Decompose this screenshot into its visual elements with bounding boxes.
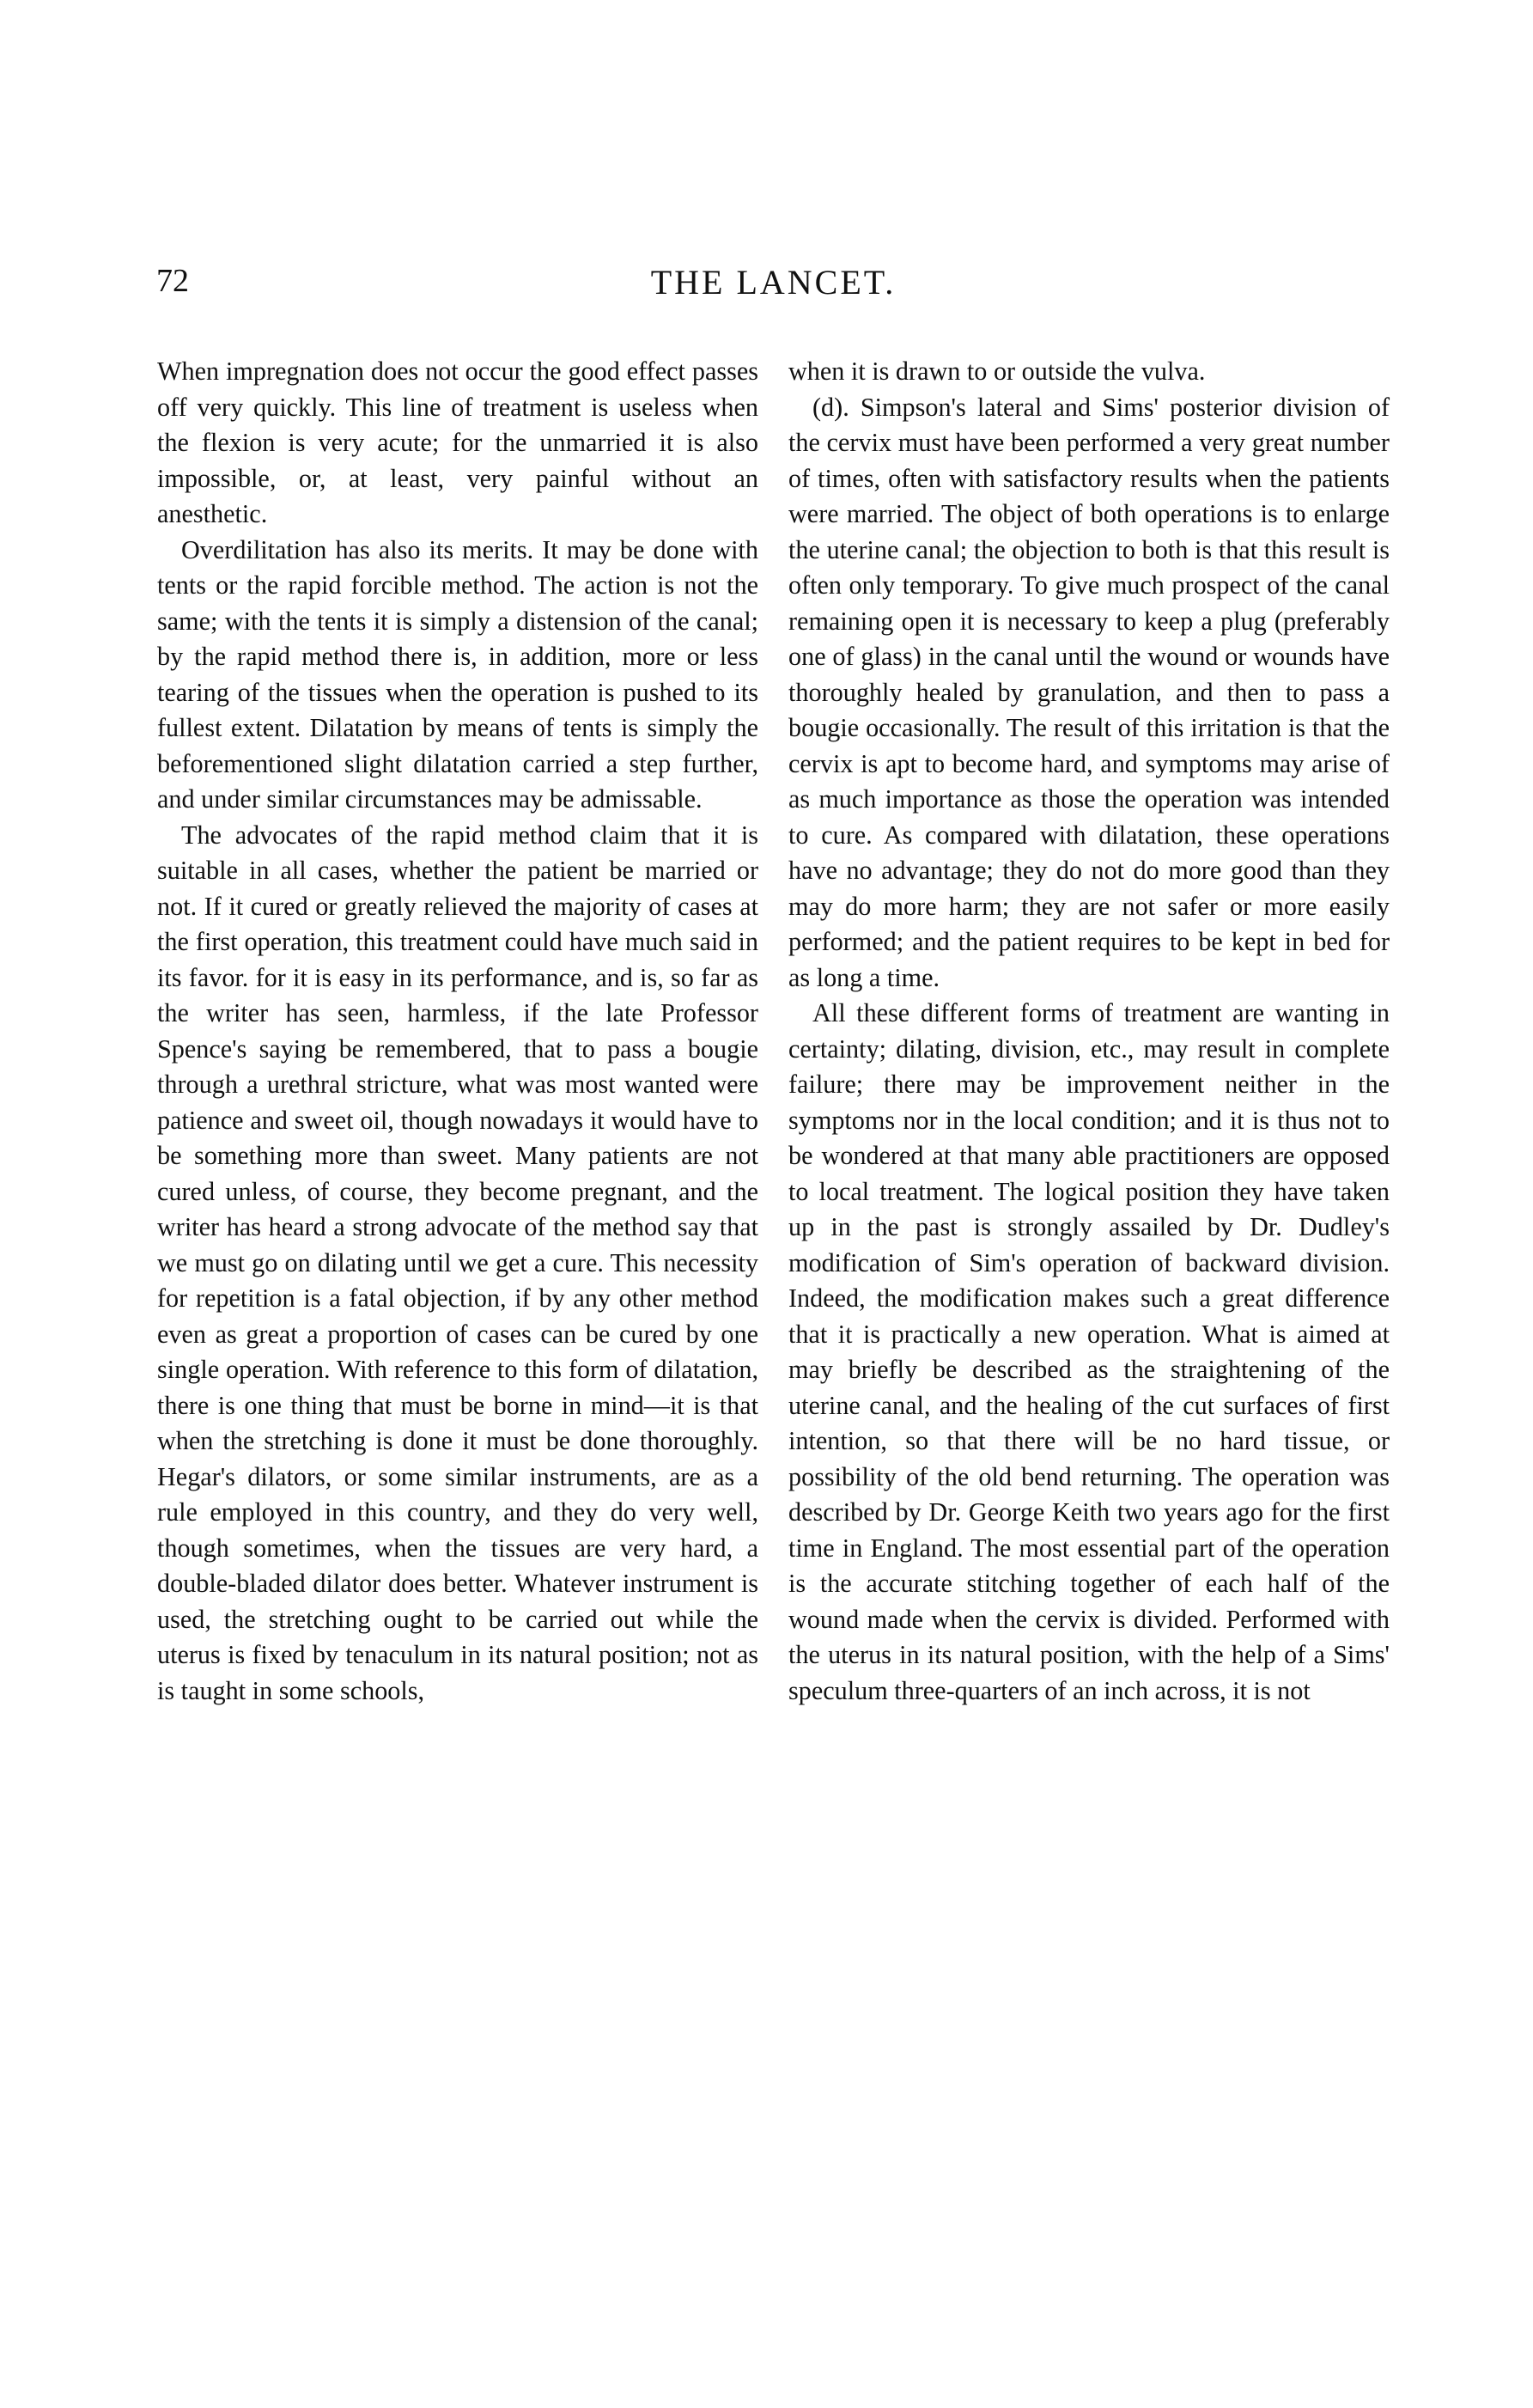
- paragraph: when it is drawn to or outside the vulva.: [788, 357, 1206, 386]
- paragraph: Overdilitation has also its merits. It may be done with tents or the rapid forcible method. The action is not the same; with the tents it is simply a distension of the canal; by the rapid method there is, in addition, more or less tearing of the tissues when the operation is pushed to its fullest extent. Dilatation by means of tents is simply the beforementioned slight dilatation carried a step further, and under similar circumstances may be admissable.: [157, 534, 758, 814]
- paragraph: All these different forms of treatment are wanting in certainty; dilating, division, etc., may result in complete failure; there may be improvement neither in the symptoms nor in the local condition; and it is thus not to be wondered at that many able practitioners are opposed to local treatment. The logical position they have taken up in the past is strongly assailed by Dr. Dudley's modification of Sim's operation of backward division. Indeed, the modification makes such a great difference that it is practically a new operation. What is aimed at may briefly be described as the straightening of the uterine canal, and the healing of the cut surfaces of first intention, so that there will be no hard tissue, or possibility of the old bend returning. The operation was described by Dr. George Keith two years ago for the first time in England. The most essential part of the operation is the accurate stitching together of each half of the wound made when the cervix is divided. Performed with the uterus in its natural position, with the help of a Sims' speculum three-quarters of an inch across, it is not: [788, 998, 1390, 1705]
- page-number: 72: [156, 263, 189, 299]
- paragraph: The advocates of the rapid method claim that it is suitable in all cases, whether the patient be married or not. If it cured or greatly relieved the majority of cases at the first operation, this treatment could have much said in its favor. for it is easy in its performance, and is, so far as the writer has seen, harmless, if the late Professor Spence's saying be remembered, that to pass a bougie through a urethral stricture, what was most wanted were patience and sweet oil, though nowadays it would have to be something more than sweet. Many patients are not cured unless, of course, they become pregnant, and the writer has heard a strong advocate of the method say that we must go on dilating until we get a cure. This necessity for repetition is a fatal objection, if by any other method even as great a proportion of cases can be cured by one single operation. With reference to this form of dilatation, there is one thing that must be borne in mind—it is that when the stretching is done it must be done thoroughly. Hegar's dilators, or some similar instruments, are as a rule employed in this country, and they do very well, though sometimes, when the tissues are very hard, a double-bladed dilator does better. Whatever instrument is used, the stretching ought to be carried out while the uterus is fixed by tenaculum in its natural position; not as is taught in some schools,: [157, 820, 758, 1705]
- running-title: THE LANCET.: [650, 263, 897, 302]
- page-header: [156, 262, 1390, 314]
- paragraph: (d). Simpson's lateral and Sims' posterior division of the cervix must have been performed a very great number of times, often with satisfactory results when the patients were married. The object of both operations is to enlarge the uterine canal; the objection to both is that this result is often only temporary. To give much prospect of the canal remaining open it is necessary to keep a plug (preferably one of glass) in the canal until the wound or wounds have thoroughly healed by granulation, and then to pass a bougie occasionally. The result of this irritation is that the cervix is apt to become hard, and symptoms may arise of as much importance as those the operation was intended to cure. As compared with dilatation, these operations have no advantage; they do not do more good than they may do more harm; they are not safer or more easily performed; and the patient requires to be kept in bed for as long a time.: [788, 392, 1390, 992]
- left-column: [157, 354, 758, 1709]
- right-column: [788, 354, 1390, 1709]
- paragraph: When impregnation does not occur the good effect passes off very quickly. This line of treatment is useless when the flexion is very acute; for the unmarried it is also impossible, or, at least, very painful without an anesthetic.: [157, 357, 758, 528]
